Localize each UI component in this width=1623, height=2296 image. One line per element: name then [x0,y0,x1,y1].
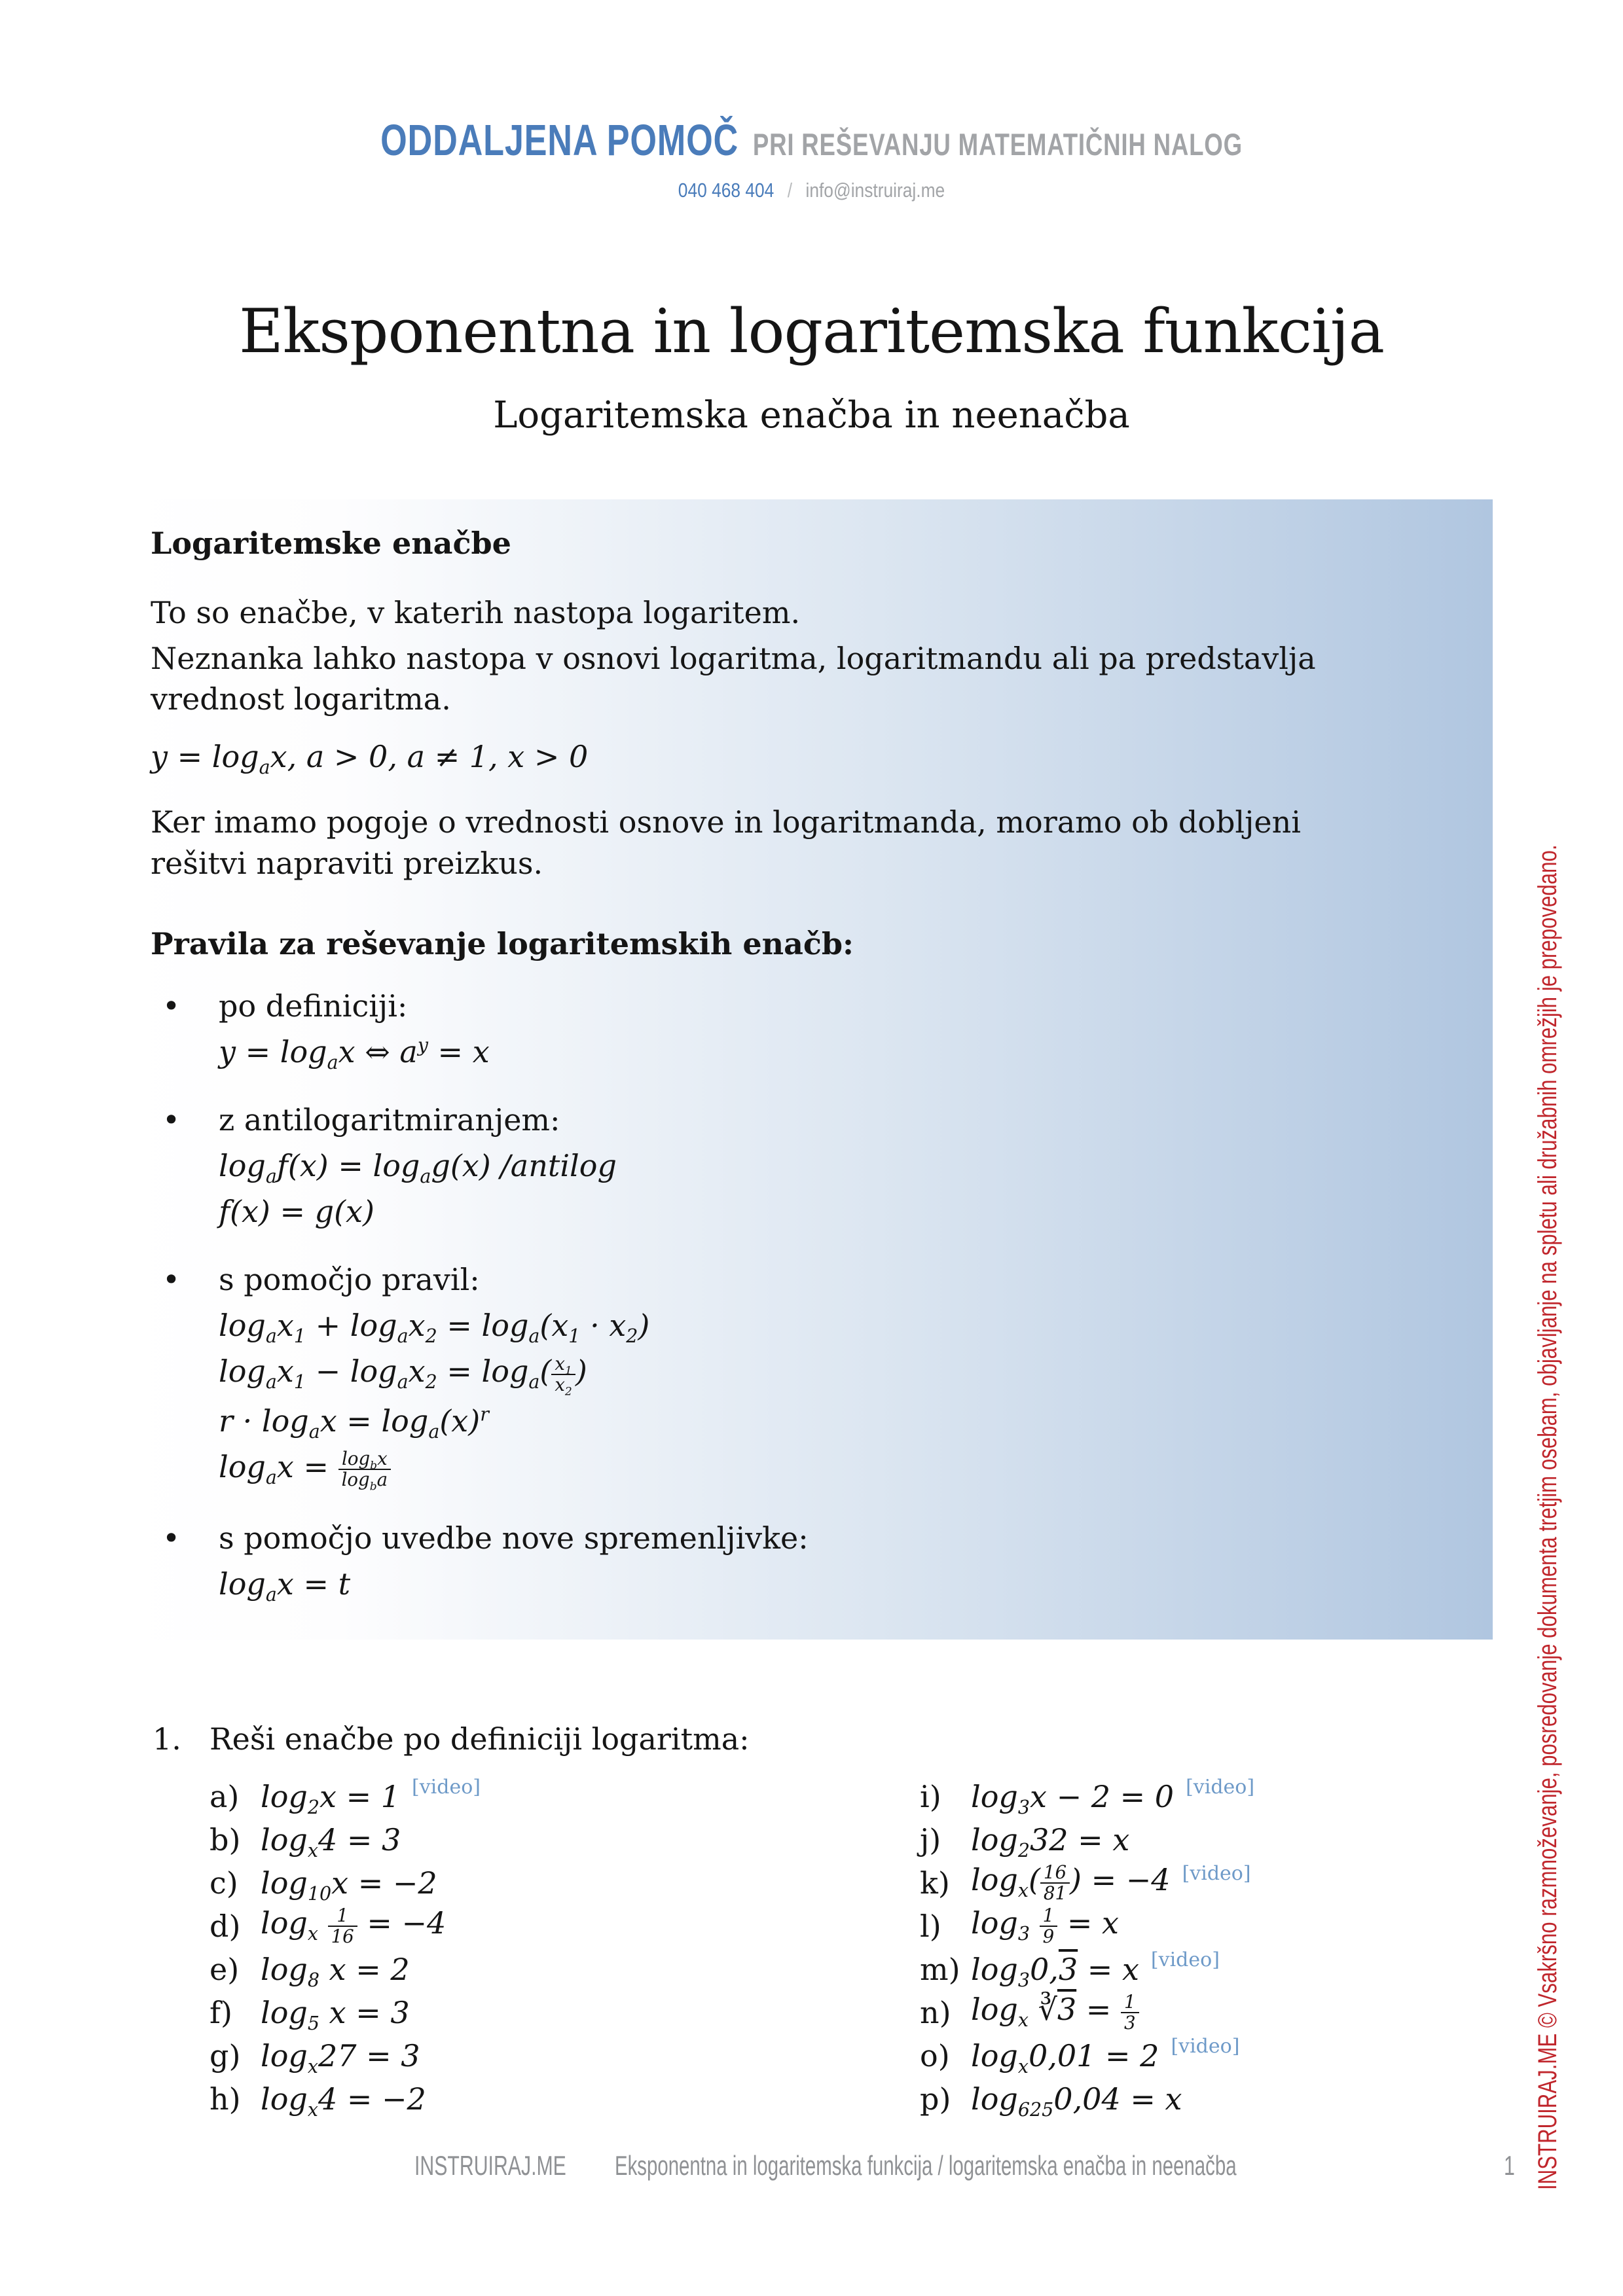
rule-formula: $y = \log_ax$ ⇔ $a^y = x$ [219,1033,490,1074]
item-label: l) [920,1909,941,1944]
footer-site: INSTRUIRAJ.ME [414,2150,566,2181]
rule-formula: $r \cdot \log_ax = \log_a(x)^r$ [219,1403,489,1443]
header [0,115,1623,202]
box-paragraph-1: To so enačbe, v katerih nastopa logaritem. [151,595,801,631]
item-label: g) [210,2038,241,2073]
item-equation: $\log_x4 = 3$ [261,1822,401,1862]
copyright-watermark: INSTRUIRAJ.ME © Vsakršno razmnoževanje, posredovanje dokumenta tretjim osebam, objavljanje na spletu ali družabnih omrežjih je prepovedano. [1533,844,1562,2191]
item-label: f) [210,1995,232,2030]
item-equation: $\log_x$ $\frac{1}{16}$ = −4 [261,1904,447,1948]
item-label: d) [210,1909,241,1944]
exercise-column-right [920,1775,1254,2121]
exercise-item-p [920,2077,1254,2121]
brand-line [179,115,1445,166]
exercise-item-a [210,1775,481,1818]
item-equation: $\log_8 x = 2$ [261,1952,410,1992]
item-equation: $\log_5 x = 3$ [261,1995,410,2035]
box-paragraph-3: Ker imamo pogoje o vrednosti osnove in logaritmanda, moramo ob dobljeni rešitvi napraviti preizkus. [151,804,1301,881]
rule-formula: $\log_ax$ = $\frac{\log_bx}{\log_ba}$ [219,1446,1463,1490]
item-label: j) [920,1822,941,1857]
exercise-item-h [210,2077,481,2121]
exercise-item-m [920,1948,1254,1991]
rule-formula: $\log_ax = t$ [219,1566,351,1606]
item-equation: $\log_3$ $\frac{1}{9}$ = x [971,1904,1119,1948]
footer-document-title: Eksponentna in logaritemska funkcija / logaritemska enačba in neenačba [615,2150,1237,2181]
rule-item-antilog [151,1100,1463,1232]
rule-formula: $\log_ax_1 + \log_ax_2 = \log_a(x_1 \cdot x_2)$ [219,1308,650,1348]
video-link[interactable]: [video] [1186,1776,1255,1799]
item-equation: $\log_3x - 2 = 0$ [971,1779,1175,1819]
exercise-item-b [210,1818,481,1861]
item-equation: $\log_x0,01 = 2$ [971,2038,1159,2078]
item-equation: $\log_30,3 = x$ [971,1952,1139,1992]
video-link[interactable]: [video] [1171,2035,1240,2058]
theory-box [121,499,1493,1640]
item-label: c) [210,1865,238,1901]
video-link[interactable]: [video] [1182,1862,1251,1885]
brand-tagline: PRI REŠEVANJU MATEMATIČNIH NALOG [752,127,1243,162]
exercise-item-n [920,1991,1254,2034]
box-heading: Logaritemske enačbe [151,526,511,561]
item-equation: $\log_x4 = -2$ [261,2081,426,2121]
page-subtitle: Logaritemska enačba in neenačba [493,394,1130,437]
item-equation: $\log_{10}x = -2$ [261,1865,437,1905]
item-equation: $\log_x$( $\frac{16}{81}$ ) = −4 [971,1861,1171,1905]
phone-number: 040 468 404 [678,179,775,202]
item-equation: $\log_2x = 1$ [261,1779,401,1819]
rule-label: • z antilogaritmiranjem: [219,1102,560,1138]
exercise-item-d [210,1905,481,1948]
item-label: k) [920,1865,950,1901]
rule-item-log-rules [151,1259,1463,1494]
item-label: p) [920,2081,951,2117]
rule-label: • s pomočjo uvedbe nove spremenljivke: [219,1520,809,1556]
exercise-item-e [210,1948,481,1991]
exercise-number: 1. [153,1721,181,1757]
exercise-item-l [920,1905,1254,1948]
rule-label: • s pomočjo pravil: [219,1262,480,1298]
rule-label: • po definiciji: [219,988,408,1024]
exercise-item-o [920,2034,1254,2077]
item-equation: $\log_x$ ∛3 = $\frac{1}{3}$ [971,1992,1139,2033]
rule-item-substitution [151,1518,1463,1604]
exercise-heading [153,1721,750,1757]
exercise-item-c [210,1861,481,1905]
rule-formula: $\log_af(x) = \log_ag(x)$ /antilog [219,1148,617,1188]
contact-separator: / [787,179,793,202]
exercise-item-k [920,1861,1254,1905]
item-label: m) [920,1952,960,1987]
page-title: Eksponentna in logaritemska funkcija [238,296,1385,367]
exercise-item-i [920,1775,1254,1818]
video-link[interactable]: [video] [412,1776,481,1799]
item-label: a) [210,1779,240,1814]
item-equation: $\log_{625}0,04 = x$ [971,2081,1182,2121]
item-label: e) [210,1952,240,1987]
rule-item-definition [151,986,1463,1072]
exercise-item-f [210,1991,481,2034]
box-paragraph-2: Neznanka lahko nastopa v osnovi logaritma, logaritmandu ali pa predstavlja vrednost logaritma. [151,641,1316,717]
rule-formula: f(x) = g(x) [219,1194,374,1230]
brand-logo-text: ODDALJENA POMOČ [380,116,739,165]
item-label: h) [210,2081,241,2117]
contact-line [122,179,1501,202]
video-link[interactable]: [video] [1150,1948,1220,1971]
footer-page-number: 1 [1504,2150,1515,2181]
item-label: n) [920,1995,951,2030]
item-label: b) [210,1822,241,1857]
page-footer [0,2150,1623,2189]
rule-formula: $\log_ax_1 - \log_ax_2 = \log_a$( $\frac{x_1}{x_2}$ ) [219,1352,587,1399]
exercise-item-j [920,1818,1254,1861]
exercise-item-g [210,2034,481,2077]
item-equation: $\log_232 = x$ [971,1822,1130,1862]
item-label: o) [920,2038,950,2073]
exercise-column-left [210,1775,481,2121]
rules-list [151,986,1463,1604]
item-label: i) [920,1779,941,1814]
email-link[interactable]: info@instruiraj.me [805,179,945,202]
rules-heading: Pravila za reševanje logaritemskih enačb: [151,925,854,961]
item-equation: $\log_x27 = 3$ [261,2038,420,2078]
exercise-prompt: Reši enačbe po definiciji logaritma: [210,1721,750,1757]
formula-log-domain: $y = \log_ax$, a > 0, a ≠ 1, x > 0 [151,739,589,779]
